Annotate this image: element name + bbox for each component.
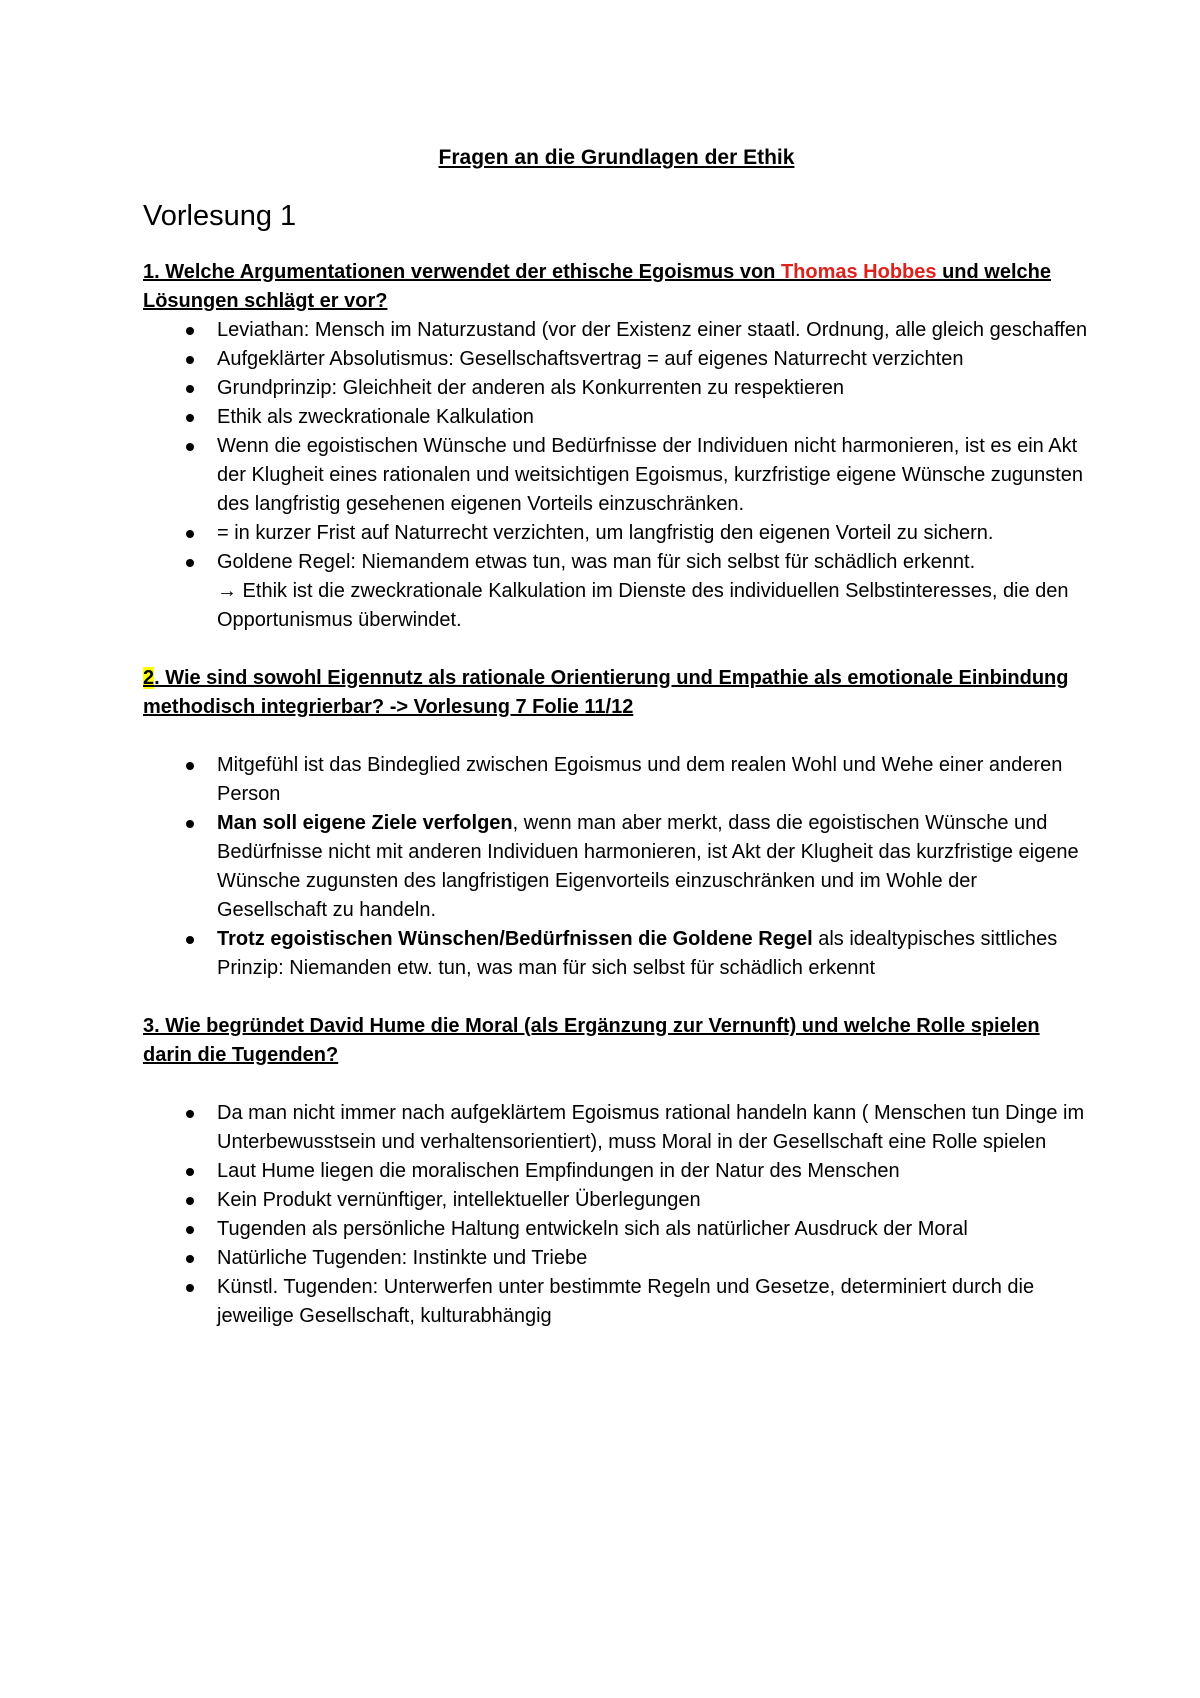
question-1-text-before: 1. Welche Argumentationen verwendet der ethische Egoismus von: [143, 261, 781, 283]
bullet-icon: [186, 327, 194, 335]
question-1-bullet-list: [143, 316, 1090, 635]
list-item: [143, 432, 1090, 519]
conclusion-arrow-line: → Ethik ist die zweckrationale Kalkulation im Dienste des individuellen Selbstinteresses, die den Opportunismus überwindet.: [217, 580, 1069, 631]
question-1-text-after: und welche Lösungen schlägt er vor?: [143, 261, 1051, 312]
list-item: [143, 345, 1090, 374]
question-1: [143, 258, 1090, 316]
list-item-text: , wenn man aber merkt, dass die egoistischen Wünsche und Bedürfnisse nicht mit anderen Individuen harmonieren, ist Akt der Klugheit das kurzfristige eigene Wünsche zugunsten des langfristigen Eigenvorteils einzuschränken und im Wohle der Gesellschaft zu handeln.: [217, 812, 1079, 921]
list-item-text: Natürliche Tugenden: Instinkte und Triebe: [217, 1247, 588, 1269]
list-item-text: Tugenden als persönliche Haltung entwickeln sich als natürlicher Ausdruck der Moral: [217, 1218, 968, 1240]
bullet-icon: [186, 385, 194, 393]
list-item-text: Grundprinzip: Gleichheit der anderen als Konkurrenten zu respektieren: [217, 377, 845, 399]
bullet-icon: [186, 762, 194, 770]
bullet-icon: [186, 820, 194, 828]
question-3-bullet-list: [143, 1099, 1090, 1331]
list-item: [143, 519, 1090, 548]
bullet-icon: [186, 356, 194, 364]
list-item-text: Goldene Regel: Niemandem etwas tun, was man für sich selbst für schädlich erkennt.: [217, 551, 976, 573]
list-item-text: Laut Hume liegen die moralischen Empfindungen in der Natur des Menschen: [217, 1160, 900, 1182]
list-item-text: Leviathan: Mensch im Naturzustand (vor der Existenz einer staatl. Ordnung, alle gleich geschaffen: [217, 319, 1088, 341]
list-item: [143, 1273, 1090, 1331]
list-item-text: Aufgeklärter Absolutismus: Gesellschaftsvertrag = auf eigenes Naturrecht verzichten: [217, 348, 964, 370]
list-item: [143, 1157, 1090, 1186]
bullet-icon: [186, 1197, 194, 1205]
list-item: [143, 374, 1090, 403]
list-item: [143, 925, 1090, 983]
lecture-heading: Vorlesung 1: [143, 200, 297, 232]
bullet-icon: [186, 1255, 194, 1263]
bullet-icon: [186, 1168, 194, 1176]
list-item: [143, 1244, 1090, 1273]
bullet-icon: [186, 443, 194, 451]
bullet-icon: [186, 1284, 194, 1292]
list-item-text: Wenn die egoistischen Wünsche und Bedürfnisse der Individuen nicht harmonieren, ist es ein Akt der Klugheit eines rationalen und weitsichtigen Egoismus, kurzfristige eigene Wünsche zugunsten des langfristig gesehenen eigenen Vorteils einzuschränken.: [217, 435, 1084, 515]
list-item-bold-text: Man soll eigene Ziele verfolgen: [217, 812, 513, 834]
question-2: [143, 664, 1090, 722]
bullet-icon: [186, 936, 194, 944]
bullet-icon: [186, 559, 194, 567]
list-item: [143, 548, 1090, 635]
bullet-icon: [186, 1226, 194, 1234]
list-item: [143, 751, 1090, 809]
document-title: Fragen an die Grundlagen der Ethik: [438, 146, 795, 169]
list-item: [143, 1099, 1090, 1157]
question-3: 3. Wie begründet David Hume die Moral (als Ergänzung zur Vernunft) und welche Rolle spielen darin die Tugenden?: [143, 1015, 1040, 1066]
list-item: [143, 316, 1090, 345]
list-item: [143, 1186, 1090, 1215]
question-2-bullet-list: [143, 751, 1090, 983]
list-item-bold-text: Trotz egoistischen Wünschen/Bedürfnissen die Goldene Regel: [217, 928, 813, 950]
list-item-text: Mitgefühl ist das Bindeglied zwischen Egoismus und dem realen Wohl und Wehe einer anderen Person: [217, 754, 1063, 805]
list-item-text: Da man nicht immer nach aufgeklärtem Egoismus rational handeln kann ( Menschen tun Dinge im Unterbewusstsein und verhaltensorientiert), muss Moral in der Gesellschaft eine Rolle spielen: [217, 1102, 1085, 1153]
list-item-text: als idealtypisches sittliches Prinzip: Niemanden etw. tun, was man für sich selbst für schädlich erkennt: [217, 928, 1058, 979]
bullet-icon: [186, 530, 194, 538]
list-item: [143, 403, 1090, 432]
bullet-icon: [186, 1110, 194, 1118]
list-item-text: = in kurzer Frist auf Naturrecht verzichten, um langfristig den eigenen Vorteil zu sichern.: [217, 522, 994, 544]
list-item-text: Künstl. Tugenden: Unterwerfen unter bestimmte Regeln und Gesetze, determiniert durch die jeweilige Gesellschaft, kulturabhängig: [217, 1276, 1035, 1327]
question-2-text: . Wie sind sowohl Eigennutz als rationale Orientierung und Empathie als emotionale Einbindung methodisch integrierbar? -> Vorlesung 7 Folie 11/12: [143, 667, 1069, 718]
list-item-text: Kein Produkt vernünftiger, intellektueller Überlegungen: [217, 1189, 701, 1211]
question-2-number-highlight: 2: [143, 667, 155, 689]
bullet-icon: [186, 414, 194, 422]
question-1-name-highlight: Thomas Hobbes: [780, 261, 937, 283]
list-item: [143, 809, 1090, 925]
list-item: [143, 1215, 1090, 1244]
list-item-text: Ethik als zweckrationale Kalkulation: [217, 406, 534, 428]
